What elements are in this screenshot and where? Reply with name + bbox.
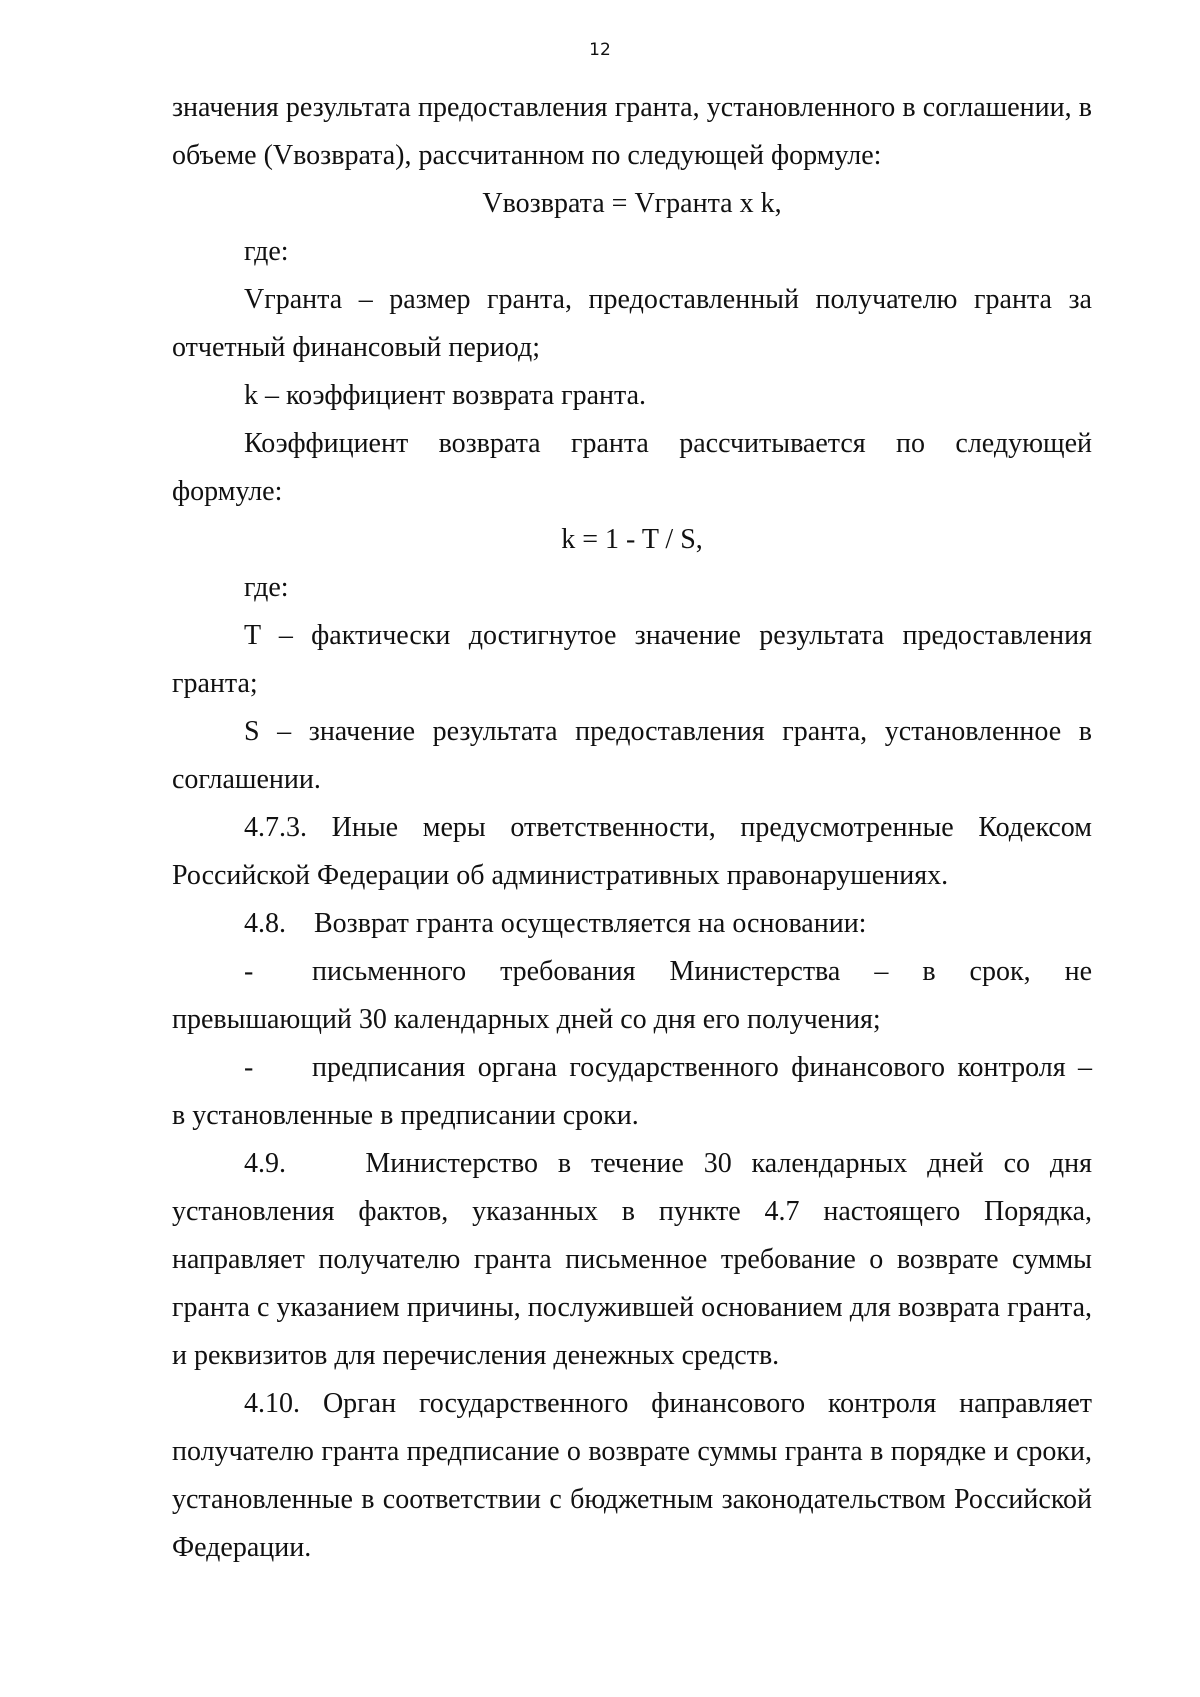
where-label: где: [244,236,289,267]
dash-item-continuation: превышающий 30 календарных дней со дня его получения; [172,1004,881,1035]
definition-k: k – коэффициент возврата гранта. [244,380,647,411]
definition-s: S – значение результата предоставления гранта, установленное в соглашении. [172,716,1092,795]
paragraph-4-7-3: 4.7.3. Иные меры ответственности, предусмотренные Кодексом Российской Федерации об административных правонарушениях. [172,812,1092,891]
where-label: где: [244,572,289,603]
paragraph-4-9: 4.9. Министерство в течение 30 календарных дней со дня установления фактов, указанных в пункте 4.7 настоящего Порядка, направляет получателю гранта письменное требование о возврате суммы гранта с указанием причины, послужившей основанием для возврата гранта, и реквизитов для перечисления денежных средств. [172,1148,1099,1371]
dash-item-text: письменного требования Министерства – в срок, не [312,956,1092,987]
definition-t: T – фактически достигнутое значение результата предоставления гранта; [172,620,1092,699]
document-body [172,84,1099,1572]
paragraph-return-volume: значения результата предоставления гранта, установленного в соглашении, в объеме (Vвозврата), рассчитанном по следующей формуле: [172,92,1092,171]
definition-vgranta: Vгранта – размер гранта, предоставленный получателю гранта за отчетный финансовый период; [172,284,1092,363]
dash-item-text: предписания органа государственного финансового контроля – [312,1052,1092,1083]
paragraph-4-8: 4.8. Возврат гранта осуществляется на основании: [244,908,867,939]
dash-marker: - [244,956,254,987]
dash-marker: - [244,1052,254,1083]
formula-coefficient: k = 1 - T / S, [561,524,703,555]
formula-return-volume: Vвозврата = Vгранта x k, [482,188,782,219]
dash-item-prescription [172,1044,1092,1140]
paragraph-4-10: 4.10. Орган государственного финансового контроля направляет получателю гранта предписание о возврате суммы гранта в порядке и сроки, установленные в соответствии с бюджетным законодательством Российской Федерации. [172,1388,1092,1563]
paragraph-coefficient: Коэффициент возврата гранта рассчитывается по следующей формуле: [172,428,1092,507]
dash-item-written-demand [172,948,1092,1044]
page-number: 12 [589,40,611,60]
dash-item-continuation: в установленные в предписании сроки. [172,1100,639,1131]
